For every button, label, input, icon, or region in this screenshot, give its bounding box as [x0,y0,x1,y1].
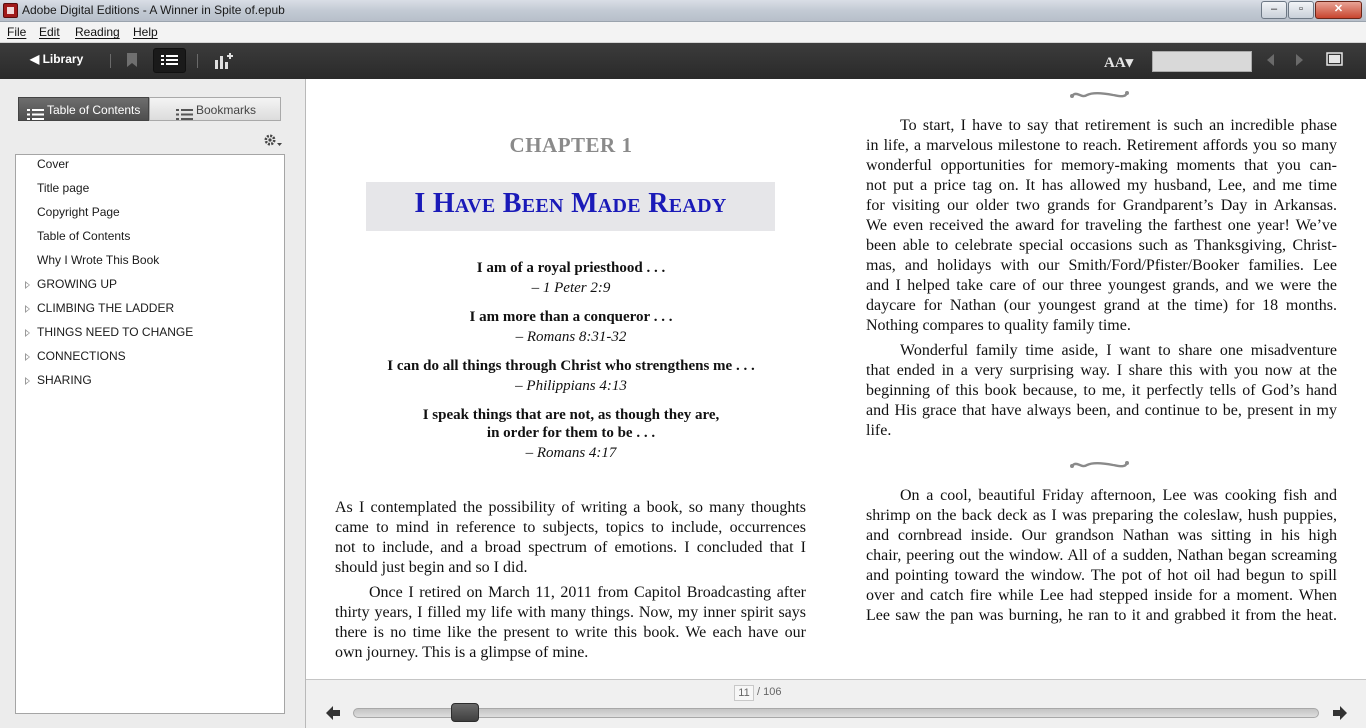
ornament-divider [1069,458,1131,472]
verse-reference: – Romans 4:17 [525,445,617,461]
text-line: and cornbread inside. Our grandson Nathan was sitting in his high [866,527,1337,544]
paragraph [866,486,1337,626]
menu-edit[interactable]: Edit [39,25,60,39]
text-line: Lee saw the pan was burning, he ran to it and grabbed it from the heat. [866,607,1337,624]
app-icon [3,3,18,18]
tab-label: Table of Contents [47,103,141,117]
text-line: that ended in a very surprising way. I share this with you now at the [866,362,1337,379]
text-line: and His grace that have always been, and continue to be, present in my [866,402,1337,419]
text-line: chair, peering out the window. All of a sudden, Nathan began screaming [866,547,1337,564]
menu-bar [0,22,1366,43]
verse-reference: – Philippians 4:13 [515,378,627,394]
sidebar [0,79,306,728]
list-icon [27,104,44,115]
text-line: life. [866,422,892,439]
total-pages: / 106 [757,686,782,698]
toolbar-divider [197,54,198,68]
text-line: over and catch fire while Lee had stepped inside for a moment. When [866,587,1337,604]
chapter-title: I Have Been Made Ready [414,188,727,219]
bookmark-icon[interactable] [127,53,137,67]
text-line: not to include, and a broad spectrum of emotions. I concluded that I [335,539,806,556]
toc-item-why-i-wrote[interactable]: Why I Wrote This Book [37,253,160,267]
text-line: own journey. This is a glimpse of mine. [335,644,589,661]
verse-text: I speak things that are not, as though they are, [422,407,720,423]
text-line: beginning of this book because, to me, it perfectly tells of God’s hand [866,382,1337,399]
page-slider-track[interactable] [353,708,1319,718]
toc-item-copyright-page[interactable]: Copyright Page [37,205,120,219]
text-line: To start, I have to say that retirement is such an incredible phase [900,117,1337,134]
expand-arrow-icon[interactable] [25,377,30,385]
arrow-right-icon[interactable] [1294,52,1306,68]
search-input[interactable] [1152,51,1252,72]
bookmarks-list-icon [176,104,193,115]
text-line: Once I retired on March 11, 2011 from Capitol Broadcasting after [369,584,806,601]
fullscreen-icon[interactable] [1326,52,1343,66]
text-line: mas, and holidays with our Smith/Ford/Pfister/Booker families. Lee [866,257,1337,274]
tab-table-of-contents[interactable] [18,97,149,121]
verse-text: I am of a royal priesthood . . . [476,260,666,276]
text-line: in life, a marvelous milestone to reach. Retirement affords you so many [866,137,1337,154]
text-line: wonderful opportunities for memory-making moments that you can- [866,157,1337,174]
verse-text: in order for them to be . . . [486,425,656,441]
ornament-divider [1069,88,1131,102]
menu-file[interactable]: File [7,25,27,39]
minimize-button[interactable]: ‒ [1261,1,1287,19]
window-title: Adobe Digital Editions - A Winner in Spite of.epub [22,3,285,17]
toc-item-growing-up[interactable]: GROWING UP [37,277,117,291]
verse-text: I am more than a conqueror . . . [469,309,673,325]
reading-pane [306,79,1366,679]
arrow-left-icon[interactable] [1264,52,1276,68]
verse-reference: – Romans 8:31-32 [515,329,627,345]
menu-help[interactable]: Help [133,25,158,39]
text-line: thirty years, I filled my life with many things. Now, my inner spirit says [335,604,806,621]
chapter-title-box [366,182,775,231]
table-of-contents-list [15,154,285,714]
page-navigation-bar [306,679,1366,728]
toolbar-divider [110,54,111,68]
text-line: On a cool, beautiful Friday afternoon, Lee was cooking fish and [900,487,1337,504]
paragraph [866,341,1337,441]
table-of-contents-icon[interactable] [153,48,186,73]
toc-item-things-need-to-change[interactable]: THINGS NEED TO CHANGE [37,325,194,339]
text-line: Nothing compares to quality family time. [866,317,1131,334]
text-line: daycare for Nathan (our youngest grand at the time) for 18 months. [866,297,1337,314]
text-line: not put a price tag on. It has allowed my husband, Lee, and me time [866,177,1337,194]
chapter-label: CHAPTER 1 [509,133,633,157]
text-line: and I helped take care of our three youngest grands, and we were the [866,277,1337,294]
verse-text: I can do all things through Christ who strengthens me . . . [387,358,755,374]
paragraph [866,116,1337,336]
toc-item-climbing-the-ladder[interactable]: CLIMBING THE LADDER [37,301,175,315]
paragraph [335,498,806,578]
toc-item-title-page[interactable]: Title page [37,181,90,195]
verse-reference: – 1 Peter 2:9 [531,280,611,296]
close-button[interactable]: ✕ [1315,1,1362,19]
text-line: came to mind in reference to subjects, topics to include, occurrences [335,519,806,536]
toc-item-connections[interactable]: CONNECTIONS [37,349,126,363]
page-slider-thumb[interactable] [451,703,479,722]
expand-arrow-icon[interactable] [25,329,30,337]
text-line: should just begin and so I did. [335,559,528,576]
title-bar [0,0,1366,22]
tab-label: Bookmarks [196,103,257,117]
gear-icon[interactable] [263,133,283,149]
expand-arrow-icon[interactable] [25,281,30,289]
toolbar [0,43,1366,79]
text-line: As I contemplated the possibility of writing a book, so many thoughts [335,499,806,516]
current-page-field[interactable]: 11 [734,685,754,701]
paragraph [335,583,806,663]
arrow-right-icon[interactable] [1331,705,1349,721]
expand-arrow-icon[interactable] [25,353,30,361]
tab-bookmarks[interactable] [149,97,281,121]
toc-item-sharing[interactable]: SHARING [37,373,92,387]
text-line: shrimp on the back deck as I was preparing the coleslaw, hush puppies, [866,507,1337,524]
text-line: We even received the award for traveling the farthest one year! We’ve [866,217,1337,234]
maximize-button[interactable]: ▫ [1288,1,1314,19]
text-line: for visiting our older two grands for Grandparent’s Day in Arkansas. [866,197,1337,214]
stats-icon[interactable] [214,52,234,70]
font-size-icon[interactable]: AA▾ [1104,55,1134,71]
library-button[interactable]: ◀ Library [30,52,84,66]
text-line: Wonderful family time aside, I want to share one misadventure [900,342,1337,359]
arrow-left-icon[interactable] [324,705,342,721]
menu-reading[interactable]: Reading [75,25,120,39]
toc-item-cover[interactable]: Cover [37,157,70,171]
text-line: and pointing toward the window. The pot of hot oil had begun to spill [866,567,1337,584]
sidebar-tabs [18,97,281,121]
expand-arrow-icon[interactable] [25,305,30,313]
toc-item-table-of-contents[interactable]: Table of Contents [37,229,131,243]
text-line: been able to celebrate special occasions such as Thanksgiving, Christ- [866,237,1337,254]
text-line: there is no time like the present to write this book. We each have our [335,624,806,641]
